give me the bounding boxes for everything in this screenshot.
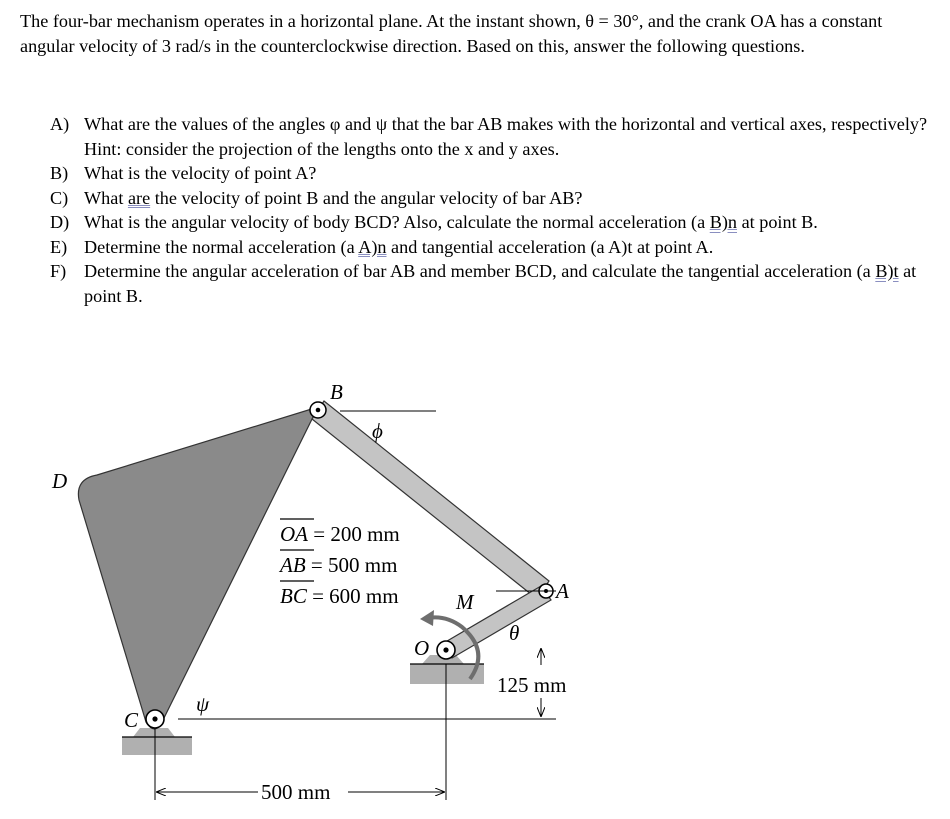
dim-oa: [280, 522, 400, 546]
question-letter: D): [50, 212, 70, 232]
question-letter: F): [50, 261, 67, 281]
pin-b: [310, 402, 326, 418]
question-text: What: [84, 187, 128, 208]
question-text: Determine the normal acceleration (a: [84, 236, 359, 257]
question-text-end: at point B.: [737, 212, 818, 232]
pin-o: [437, 641, 455, 659]
dim-oa-name: OA: [280, 522, 308, 546]
question-text: What is the velocity of point A?: [84, 163, 317, 183]
dim-bc-name: BC: [280, 584, 307, 608]
ground-support-c: [122, 728, 192, 755]
question-text-end: the velocity of point B and the angular velocity of bar AB?: [150, 187, 583, 208]
four-bar-mechanism-figure: [0, 355, 950, 819]
question-underlined: A)n: [358, 236, 387, 257]
question-letter: C): [50, 187, 69, 208]
dim-bc: [280, 584, 399, 608]
question-text: Determine the angular acceleration of bar AB and member BCD, and calculate the tangential acceleration (a: [84, 261, 876, 281]
problem-statement: The four-bar mechanism operates in a horizontal plane. At the instant shown, θ = 30°, and the crank OA has a constant angular velocity of 3 rad/s in the counterclockwise direction. Based on this, answer the following questions.: [20, 11, 883, 56]
dim-ab-name: AB: [280, 553, 306, 577]
dim-height-125: 125 mm: [497, 673, 567, 697]
question-e: [50, 235, 940, 260]
label-theta: θ: [509, 621, 520, 645]
moment-arrowhead: [420, 610, 434, 626]
label-m: M: [456, 590, 474, 614]
question-a: [50, 112, 940, 161]
question-c: [50, 186, 940, 211]
label-c: C: [124, 708, 139, 732]
label-phi: ϕ: [372, 419, 383, 443]
question-underlined: are: [127, 187, 151, 208]
question-letter: B): [50, 163, 69, 183]
pin-c: [146, 710, 164, 728]
question-f: [50, 259, 940, 308]
question-underlined: B)t: [875, 261, 899, 281]
question-text: What are the values of the angles φ and ψ that the bar AB makes with the horizontal and vertical axes, respectively? Hint: consider the projection of the lengths onto the x and y axes.: [84, 114, 928, 159]
label-b: B: [330, 380, 343, 404]
label-a: A: [556, 579, 569, 603]
question-text-end: at point B.: [84, 261, 917, 306]
dim-ab-value: = 500 mm: [305, 553, 398, 577]
label-psi: ψ: [196, 692, 210, 716]
question-d: [50, 210, 940, 235]
question-underlined: B)n: [709, 212, 738, 232]
label-o: O: [414, 636, 430, 660]
question-text-end: and tangential acceleration (a A)t at point A.: [386, 236, 714, 257]
question-b: [50, 161, 940, 186]
question-letter: A): [50, 114, 70, 134]
dim-oa-value: = 200 mm: [308, 522, 400, 546]
question-list: [50, 112, 940, 308]
ground-block-c: [122, 737, 192, 755]
question-text: What is the angular velocity of body BCD? Also, calculate the normal acceleration (a: [84, 212, 710, 232]
dim-ab: [278, 553, 397, 577]
dim-bc-value: = 600 mm: [306, 584, 399, 608]
question-letter: E): [50, 236, 68, 257]
dim-horizontal-500: 500 mm: [261, 780, 331, 804]
label-d: D: [52, 469, 68, 493]
